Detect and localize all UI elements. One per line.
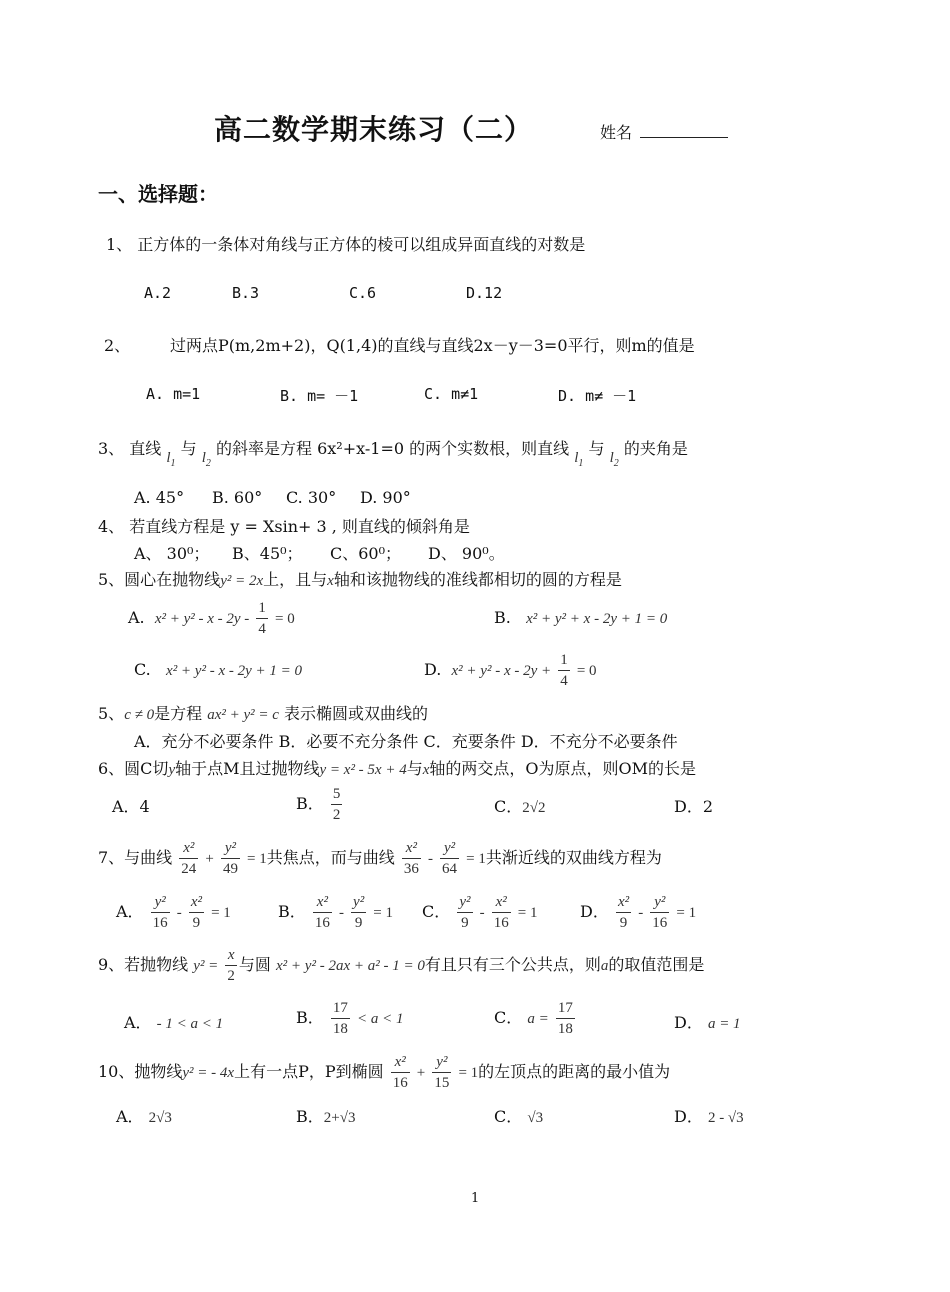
q4-option-b: B、45⁰； xyxy=(232,544,303,563)
q6-option-a: A．4 xyxy=(112,797,150,816)
q10-option-b: B．2+√3 xyxy=(296,1107,356,1126)
q2-option-b: B. m= －1 xyxy=(280,387,359,405)
question-7-stem: 7、与曲线 $\frac{\text{x²}}{24}$ + $\frac{\text{y²}}{49}$ = 1共焦点，而与曲线 $\frac{\text{x²}}{36}$ - $\frac{\text{y²}}{64}$ = 1共渐近线的双曲线方程为 xyxy=(98,840,662,877)
q2-option-a: A. m=1 xyxy=(146,385,201,403)
q5a-option-c: C. x² + y² - x - 2y + 1 = 0 xyxy=(134,660,303,679)
q5a-x-var: x xyxy=(327,573,334,589)
q3-line-l1: $l_1$ xyxy=(166,450,176,469)
q3-end: 的夹角是 xyxy=(623,439,688,458)
q5b-equation: ax² + y² = c xyxy=(207,707,279,723)
q5b-options: A．充分不必要条件 B．必要不充分条件 C．充要条件 D．不充分不必要条件 xyxy=(134,732,678,751)
q7-option-a: A． $\frac{\text{y²}}{16}$ - $\frac{\text{x²}}{9}$ = 1 xyxy=(116,894,231,931)
q2-option-c: C. m≠1 xyxy=(424,385,479,403)
q4-option-c: C、60⁰； xyxy=(330,544,402,563)
question-4-stem: 4、 若直线方程是 y = Xsin+ 3 , 则直线的倾斜角是 xyxy=(98,517,470,536)
q4-option-a: A、 30⁰； xyxy=(134,544,210,563)
q3-option-b: B. 60° xyxy=(212,488,263,507)
section-heading-choice: 一、选择题： xyxy=(98,182,218,206)
q10-option-d: D． 2 - √3 xyxy=(674,1107,744,1126)
q3-line-l2: $l_2$ xyxy=(201,450,211,469)
question-9-stem: 9、若抛物线 y² = $\frac{x}{2}$ 与圆 x² + y² - 2ax + a² - 1 = 0有且只有三个公共点，则a的取值范围是 xyxy=(98,947,705,984)
question-3-row xyxy=(98,436,688,469)
q4-option-d: D、 90⁰。 xyxy=(428,544,505,563)
q9-circle-equation: x² + y² - 2ax + a² - 1 = 0 xyxy=(276,958,425,974)
q1-option-a: A.2 xyxy=(144,284,172,302)
q1-option-d: D.12 xyxy=(466,284,503,302)
page-title: 高二数学期末练习（二） xyxy=(214,113,534,146)
q6-x-var: x xyxy=(422,762,430,778)
q6-option-c: C．2√2 xyxy=(494,797,546,816)
question-10-stem: 10、抛物线y² = - 4x上有一点P，P到椭圆 $\frac{\text{x²}}{16}$ + $\frac{\text{y²}}{15}$ = 1的左顶点的距离的最小值为 xyxy=(98,1054,671,1091)
q2-option-d: D. m≠ －1 xyxy=(558,387,637,405)
q3-option-a: A. 45° xyxy=(134,488,185,507)
q9-option-d: D． a = 1 xyxy=(674,1013,741,1032)
q3-line-l2-again: $l_2$ xyxy=(609,450,619,469)
question-6-stem: 6、圆C切y轴于点M且过抛物线y = x² - 5x + 4与x轴的两交点，O为原点，则OM的长是 xyxy=(98,759,697,778)
q5b-condition: c ≠ 0 xyxy=(124,707,155,723)
page-number: 1 xyxy=(471,1191,480,1206)
q7-option-c: C． $\frac{\text{y²}}{9}$ - $\frac{\text{x²}}{16}$ = 1 xyxy=(422,894,538,931)
q6-option-b: B． $\frac{5}{2}$ xyxy=(296,786,341,823)
q5a-equation: y² = 2x xyxy=(220,573,264,589)
name-blank-line[interactable] xyxy=(640,121,728,138)
q3-line-l1-again: $l_1$ xyxy=(574,450,584,469)
q10-option-a: A． 2√3 xyxy=(116,1107,172,1126)
q5a-option-d: D. x² + y² - x - 2y + $\frac{1}{4}$ = 0 xyxy=(424,652,597,689)
q5a-option-b: B. x² + y² + x - 2y + 1 = 0 xyxy=(494,608,668,627)
q7-option-d: D． $\frac{\text{x²}}{9}$ - $\frac{\text{y²}}{16}$ = 1 xyxy=(580,894,697,931)
q3-mid: 的斜率是方程 6x²+x-1=0 的两个实数根，则直线 xyxy=(216,439,570,458)
q1-option-b: B.3 xyxy=(232,284,260,302)
q7-option-b: B． $\frac{\text{x²}}{16}$ - $\frac{\text{y²}}{9}$ = 1 xyxy=(278,894,394,931)
q3-prefix: 3、 直线 xyxy=(98,439,162,458)
q3-and-again: 与 xyxy=(588,439,605,458)
question-2-number: 2、 xyxy=(104,336,131,355)
q3-and: 与 xyxy=(180,439,197,458)
q6-option-d: D．2 xyxy=(674,797,714,816)
q6-equation: y = x² - 5x + 4 xyxy=(319,762,407,778)
q3-option-d: D. 90° xyxy=(360,488,411,507)
q9-option-a: A． - 1 < a < 1 xyxy=(124,1013,224,1032)
question-2-stem: 过两点P(m,2m+2)，Q(1,4)的直线与直线2x－y－3=0平行，则m的值是 xyxy=(170,336,695,355)
q5a-option-a: A. x² + y² - x - 2y - $\frac{1}{4}$ = 0 xyxy=(128,600,295,637)
q10-option-c: C． √3 xyxy=(494,1107,544,1126)
question-5b-stem: 5、c ≠ 0是方程 ax² + y² = c 表示椭圆或双曲线的 xyxy=(98,704,429,723)
name-label: 姓名 xyxy=(600,123,633,142)
q3-option-c: C. 30° xyxy=(286,488,337,507)
name-field-row xyxy=(600,120,728,143)
question-5a-stem: 5、圆心在抛物线y² = 2x上，且与x轴和该抛物线的准线都相切的圆的方程是 xyxy=(98,570,622,589)
q1-option-c: C.6 xyxy=(349,284,377,302)
q9-option-c: C． a = $\frac{17}{18}$ xyxy=(494,1000,573,1037)
q9-option-b: B． $\frac{17}{18}$ < a < 1 xyxy=(296,1000,404,1037)
q6-y-var: y xyxy=(168,762,176,778)
question-1-stem: 1、 正方体的一条体对角线与正方体的棱可以组成异面直线的对数是 xyxy=(106,235,586,254)
